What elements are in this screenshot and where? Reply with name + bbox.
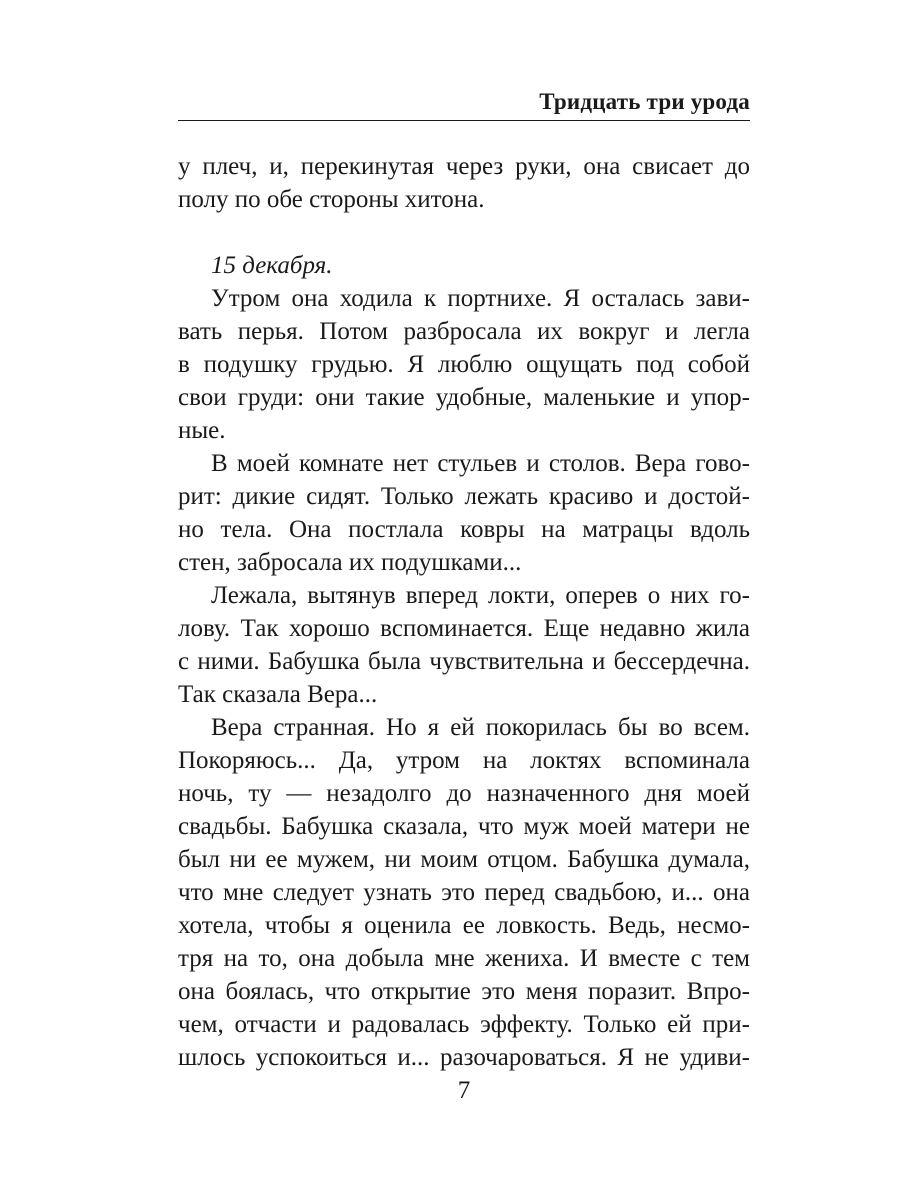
- text-line: шлось успокоиться и... разочароваться. Я не удиви-: [178, 1044, 750, 1071]
- text-line: но тела. Она постлала ковры на матрацы вдоль: [178, 516, 750, 543]
- text-line: вать перья. Потом разбросала их вокруг и легла: [178, 318, 750, 345]
- text-line: стен, забросала их подушками...: [178, 549, 522, 576]
- header-rule: [178, 120, 750, 121]
- text-line: с ними. Бабушка была чувствительна и бессердечна.: [178, 648, 750, 675]
- text-line: Утром она ходила к портнихе. Я осталась зави-: [211, 285, 750, 312]
- running-header: Тридцать три урода: [539, 89, 750, 114]
- text-line: лову. Так хорошо вспоминается. Еще недавно жила: [178, 615, 750, 642]
- page-number: 7: [457, 1077, 471, 1104]
- text-line: Лежала, вытянув вперед локти, оперев о них го-: [211, 582, 750, 609]
- text-line: она боялась, что открытие это меня поразит. Впро-: [178, 978, 750, 1005]
- text-line: Вера странная. Но я ей покорилась бы во всем.: [211, 714, 750, 741]
- paragraph-gap: [178, 216, 750, 249]
- text-line: Покоряюсь... Да, утром на локтях вспоминала: [178, 747, 750, 774]
- diary-date: 15 декабря.: [211, 252, 333, 279]
- text-line: В моей комнате нет стульев и столов. Вера гово-: [211, 450, 750, 477]
- text-line: полу по обе стороны хитона.: [178, 186, 485, 213]
- text-line: свои груди: они такие удобные, маленькие и упор-: [178, 384, 750, 411]
- text-line: у плеч, и, перекинутая через руки, она свисает до: [178, 153, 750, 180]
- text-line: свадьбы. Бабушка сказала, что муж моей матери не: [178, 813, 750, 840]
- body-text: [178, 150, 750, 1074]
- text-line: в подушку грудью. Я люблю ощущать под собой: [178, 351, 750, 378]
- text-line: хотела, чтобы я оценила ее ловкость. Ведь, несмо-: [178, 912, 750, 939]
- text-line: рит: дикие сидят. Только лежать красиво и достой-: [178, 483, 750, 510]
- text-line: что мне следует узнать это перед свадьбою, и... она: [178, 879, 750, 906]
- text-line: тря на то, она добыла мне жениха. И вместе с тем: [178, 945, 750, 972]
- text-line: был ни ее мужем, ни моим отцом. Бабушка думала,: [178, 846, 750, 873]
- text-line: ночь, ту — незадолго до назначенного дня моей: [178, 780, 750, 807]
- text-line: Так сказала Вера...: [178, 681, 378, 708]
- text-line: чем, отчасти и радовалась эффекту. Только ей при-: [178, 1011, 750, 1038]
- text-line: ные.: [178, 417, 226, 444]
